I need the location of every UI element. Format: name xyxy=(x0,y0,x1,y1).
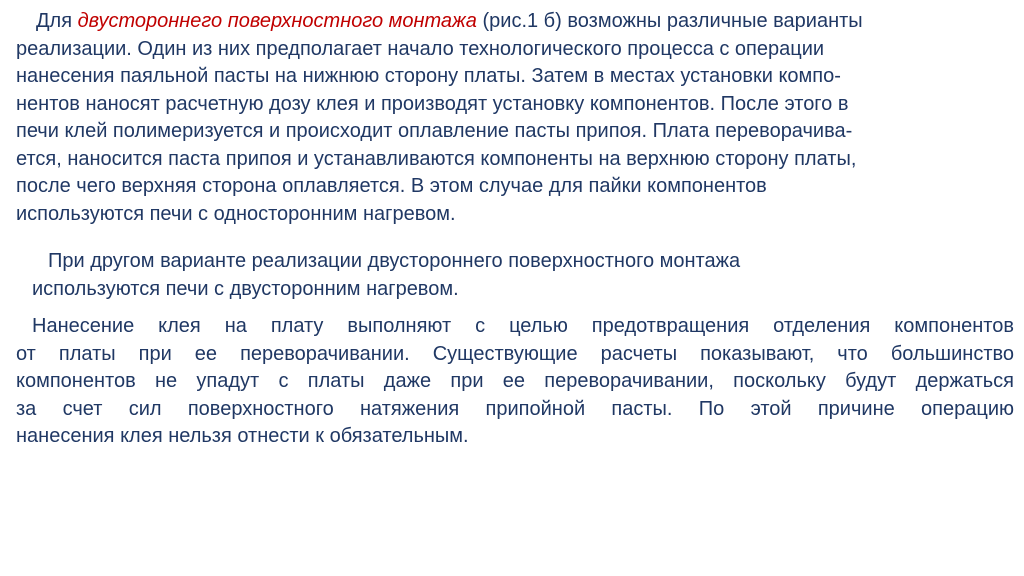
text-line: печи клей полимеризуется и происходит оплавление пасты припоя. Плата переворачива- xyxy=(16,120,853,142)
text-line: за счет сил поверхностного натяжения припойной пасты. По этой причине операцию xyxy=(16,397,1014,420)
text-line: При другом варианте реализации двустороннего поверхностного монтажа xyxy=(48,250,741,272)
text-line: нанесения паяльной пасты на нижнюю сторону платы. Затем в местах установки компо- xyxy=(16,65,841,87)
text-line: нентов наносят расчетную дозу клея и производят установку компонентов. После этого в xyxy=(16,92,849,115)
paragraph-other-variant xyxy=(32,248,872,303)
text-line: после чего верхняя сторона оплавляется. В этом случае для пайки компонентов xyxy=(16,175,767,197)
paragraph-double-sided-mounting xyxy=(16,8,1012,228)
paragraph-glue-application xyxy=(16,313,1014,451)
text-line: используются печи с двусторонним нагревом. xyxy=(32,277,459,300)
lead-text: Для xyxy=(36,10,78,32)
line-rest: (рис.1 б) возможны различные варианты xyxy=(476,10,863,32)
text-line xyxy=(16,8,1012,36)
text-line: реализации. Один из них предполагает начало технологического процесса с операции xyxy=(16,37,825,60)
text-line: от платы при ее переворачивании. Существующие расчеты показывают, что большинство xyxy=(16,342,1014,365)
emphasis-term: двустороннего поверхностного монтажа xyxy=(77,10,477,32)
text-line: Нанесение клея на плату выполняют с целью предотвращения отделения компонентов xyxy=(32,315,1014,337)
text-line: используются печи с односторонним нагревом. xyxy=(16,202,456,225)
text-line: компонентов не упадут с платы даже при ее переворачивании, поскольку будут держаться xyxy=(16,370,1014,392)
text-line: нанесения клея нельзя отнести к обязательным. xyxy=(16,425,469,447)
text-line: ется, наносится паста припоя и устанавливаются компоненты на верхнюю сторону платы, xyxy=(16,147,857,170)
